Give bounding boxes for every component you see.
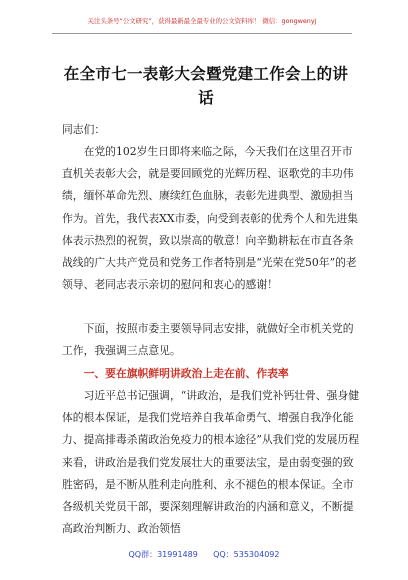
banner-text: 关注头条号“公文研究”，获得最新最全最专业的公文资料库！ 微信：gongwenyj	[87, 17, 317, 25]
paragraph-section-1: 习近平总书记强调，“讲政治，是我们党补钙壮骨、强身健体的根本保证，是我们党培养自我革命勇气、增强自我净化能力、提高排毒杀菌政治免疫力的根本途径”从我们党的发展历程来看，讲政治是我们党发展壮大的重要法宝，是由弱变强的致胜密码，是不断从胜利走向胜利、永不褪色的根本保证。全市各级机关党员干部，要深刻理解讲政治的内涵和意义，不断提高政治判断力、政治领悟	[62, 389, 360, 536]
footer-contact: QQ群：31991489 QQ：535304092	[128, 550, 280, 559]
header-banner	[52, 8, 352, 34]
paragraph-opening: 在党的102岁生日即将来临之际，今天我们在这里召开市直机关表彰大会，就是要回顾党的光辉历程、讴歌党的丰功伟绩，缅怀革命先烈、赓续红色血脉，表彰先进典型、激励担当作为。首先，我代表XX市委，向受到表彰的优秀个人和先进集体表示热烈的祝贺，致以崇高的敬意！向辛勤耕耘在市直各条战线的广大共产党员和党务工作者特别是“光荣在党50年”的老领导、老同志表示亲切的慰问和衷心的感谢！	[62, 145, 359, 292]
section-heading-1: 一、要在旗帜鲜明讲政治上走在前、作表率	[83, 367, 289, 380]
document-title: 在全市七一表彰大会暨党建工作会上的讲话	[63, 65, 349, 107]
salutation: 同志们：	[62, 123, 106, 136]
paragraph-transition: 下面，按照市委主要领导同志安排，就做好全市机关党的工作，我强调三点意见。	[62, 322, 354, 358]
